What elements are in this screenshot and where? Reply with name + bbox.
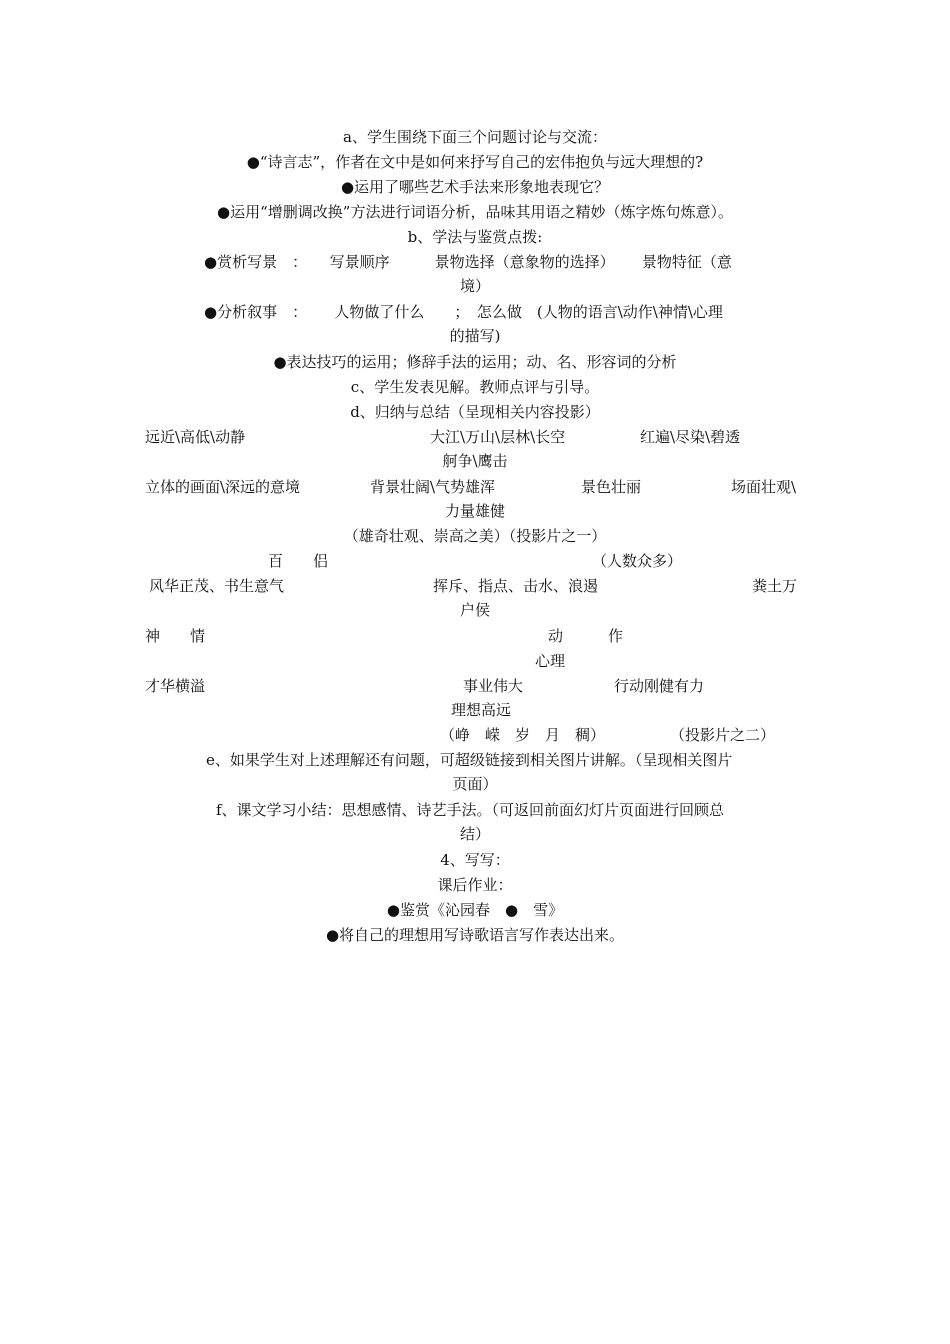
t1-r4-center: 力量雄健	[444, 502, 505, 520]
t1-r3-mid: 背景壮阔\气势雄浑	[370, 478, 496, 496]
homework-item-2: ●将自己的理想用写诗歌语言写作表达出来。	[325, 926, 625, 944]
step-b: b、学法与鉴赏点拨:	[407, 228, 543, 246]
t2-caption-left: （峥 嵘 岁 月 稠）	[440, 726, 606, 744]
homework-heading: 课后作业：	[437, 876, 513, 894]
scene-analysis-line-2: 境）	[459, 277, 490, 295]
t2-r6-left: 才华横溢	[145, 677, 206, 695]
t2-r1-left: 百 侣	[268, 552, 329, 570]
technique-line: ●表达技巧的运用；修辞手法的运用；动、名、形容词的分析	[273, 353, 677, 371]
t2-r2-left: 风华正茂、书生意气	[149, 577, 285, 595]
section-4-heading: 4、写写：	[440, 851, 510, 869]
t2-r4-left: 神 情	[145, 627, 206, 645]
question-2: ●运用了哪些艺术手法来形象地表现它？	[340, 178, 610, 196]
t2-r4-mid: 动 作	[548, 627, 624, 645]
t1-r2-center: 舸争\鹰击	[442, 452, 508, 470]
t1-r3-left: 立体的画面\深远的意境	[145, 478, 301, 496]
step-e-line-2: 页面）	[452, 775, 498, 793]
step-a: a、学生围绕下面三个问题讨论与交流：	[343, 128, 607, 146]
t1-r3-mid2: 景色壮丽	[581, 478, 642, 496]
t2-r6-right: 行动刚健有力	[614, 677, 705, 695]
narrative-analysis-line-1: ●分析叙事 ： 人物做了什么 ； 怎么做 (人物的语言\动作\神情\心理	[204, 303, 723, 321]
narrative-analysis-line-2: 的描写)	[449, 327, 501, 345]
homework-item-1: ●鉴赏《沁园春 ● 雪》	[386, 901, 564, 919]
t1-r1-right: 红遍\尽染\碧透	[640, 428, 741, 446]
t1-r1-left: 远近\高低\动静	[145, 428, 246, 446]
scene-analysis-line-1: ●赏析写景 ： 写景顺序 景物选择（意象物的选择） 景物特征（意	[204, 253, 732, 271]
t2-r1-right: （人数众多）	[592, 552, 683, 570]
step-d: d、归纳与总结（呈现相关内容投影）	[350, 403, 600, 421]
t1-r3-right: 场面壮观\	[731, 478, 797, 496]
step-f-line-1: f、课文学习小结：思想感情、诗艺手法。（可返回前面幻灯片页面进行回顾总	[216, 801, 725, 819]
step-e-line-1: e、如果学生对上述理解还有问题，可超级链接到相关图片讲解。（呈现相关图片	[206, 751, 733, 769]
t2-r2-mid: 挥斥、指点、击水、浪遏	[433, 577, 599, 595]
t2-r5-center: 心理	[535, 652, 566, 670]
step-f-line-2: 结）	[459, 825, 490, 843]
question-3: ●运用“增删调改换”方法进行词语分析，品味其用语之精妙（炼字炼句炼意）。	[217, 203, 733, 221]
t1-caption: （雄奇壮观、崇高之美）（投影片之一）	[343, 527, 607, 545]
t2-caption-right: （投影片之二）	[670, 726, 776, 744]
t1-r1-mid: 大江\万山\层林\长空	[430, 428, 566, 446]
t2-r6-mid: 事业伟大	[463, 677, 524, 695]
t2-r7-center: 理想高远	[451, 701, 512, 719]
step-c: c、学生发表见解。教师点评与引导。	[350, 378, 600, 396]
question-1: ●“诗言志”，作者在文中是如何来抒写自己的宏伟抱负与远大理想的?	[246, 153, 704, 171]
t2-r3-center: 户侯	[459, 601, 490, 619]
t2-r2-right: 粪土万	[752, 577, 798, 595]
